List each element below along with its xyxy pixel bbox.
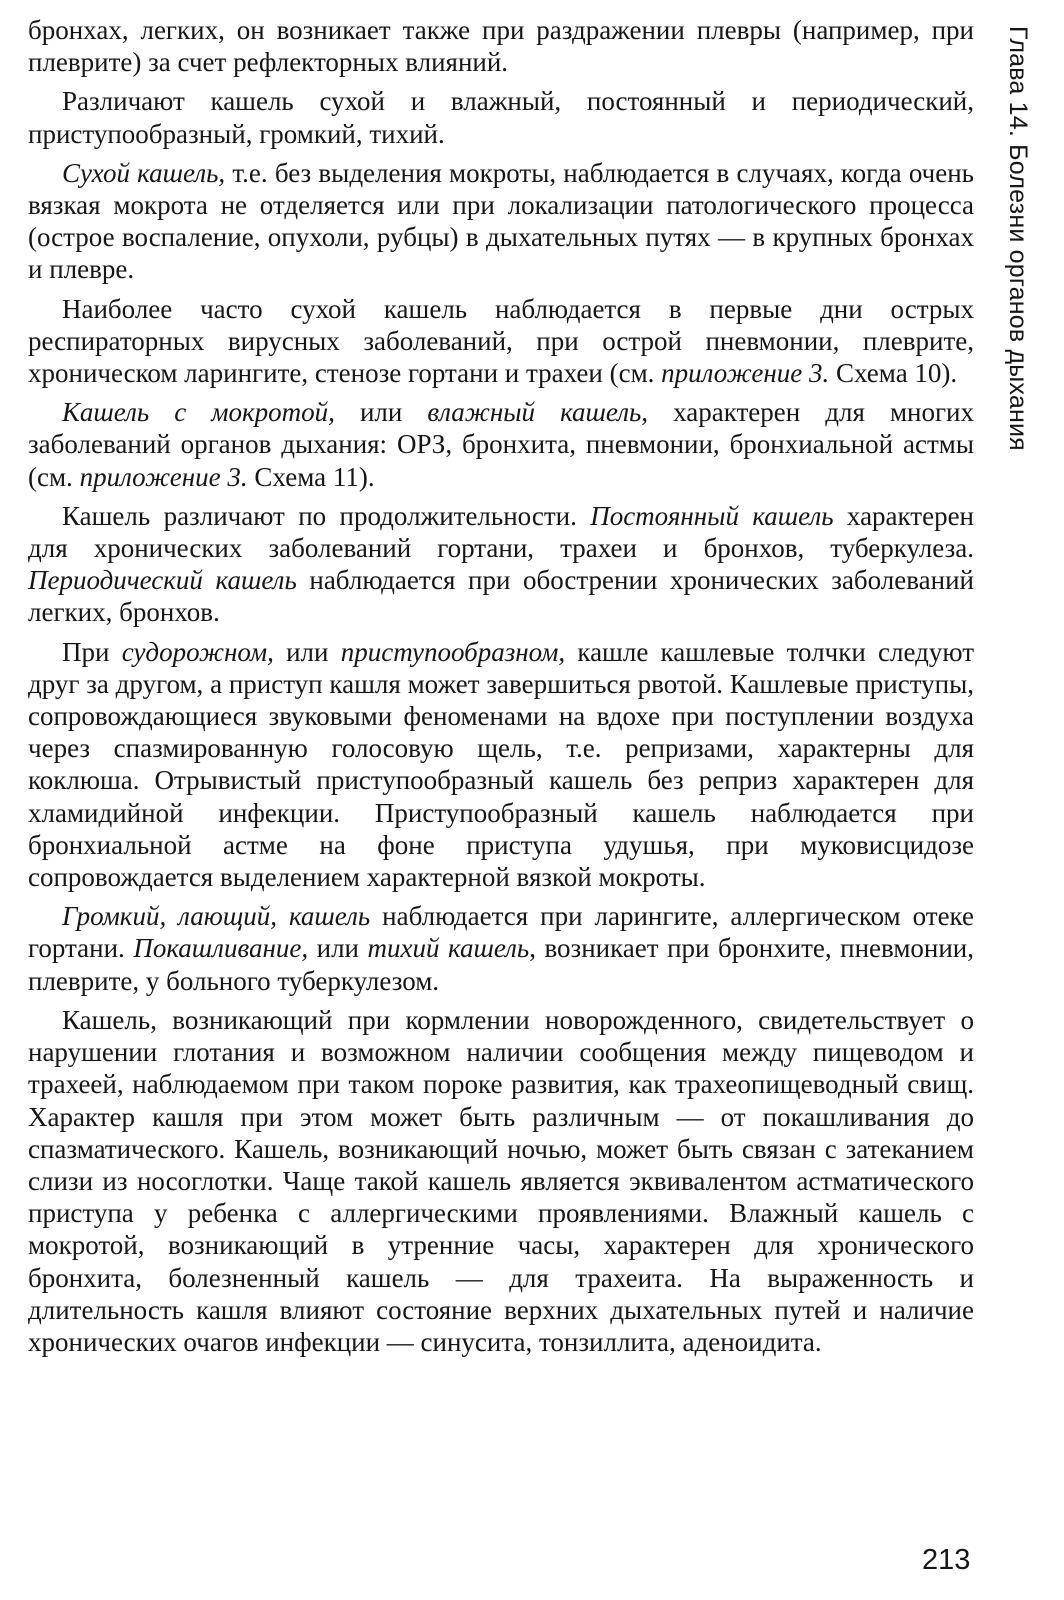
text-run: или (308, 933, 368, 964)
text-run: возникает при бронхите, пневмонии, плеврите, у больного туберкулезом. (28, 933, 975, 996)
italic-term: судорожном, (121, 636, 274, 667)
italic-term: приложение 3. (79, 461, 248, 492)
italic-term: Постоянный кашель (590, 500, 834, 531)
italic-term: влажный кашель, (427, 397, 649, 428)
text-run: или (273, 636, 341, 667)
italic-term: Кашель с мокротой, (62, 397, 335, 428)
paragraph (28, 636, 974, 894)
text-run: или (334, 397, 428, 428)
italic-term: приложение 3. (661, 358, 830, 389)
italic-term: приступообразном, (340, 636, 566, 667)
text-run: Различают кашель сухой и влажный, постоянный и периодический, приступообразный, громкий, тихий. (28, 86, 974, 149)
text-run: кашле кашлевые толчки следуют друг за другом, а приступ кашля может завершиться рвотой. Кашлевые приступы, сопровождающиеся звуковыми феноменами на вдохе при поступлении воздуха через спазмированную голосовую щель, т.е. репризами, характерны для коклюша. Отрывистый приступообразный кашель без реприз характерен для хламидийной инфекции. Приступообразный кашель наблюдается при бронхиальной астме на фоне приступа удушья, при муковисцидозе сопровождается выделением характерной вязкой мокроты. (28, 636, 974, 893)
paragraph (28, 396, 974, 493)
page-body-text (28, 14, 974, 1365)
text-run: наблюдается при ларингите, аллергическом отеке гортани. (28, 901, 974, 964)
text-run: Схема 11). (247, 461, 375, 492)
paragraph (28, 14, 974, 78)
paragraph (28, 900, 974, 997)
paragraph (28, 1004, 974, 1358)
italic-term: Периодический кашель (28, 565, 297, 596)
page-number: 213 (922, 1544, 971, 1576)
text-run: Наиболее часто сухой кашель наблюдается в первые дни острых респираторных вирусных заболеваний, при острой пневмонии, плеврите, хроническом ларингите, стенозе гортани и трахеи (см. (28, 293, 974, 389)
paragraph (28, 500, 974, 629)
text-run: т.е. без выделения мокроты, наблюдается в случаях, когда очень вязкая мокрота не отделяется или при локализации патологического процесса (острое воспаление, опухоли, рубцы) в дыхательных путях — в крупных бронхах и плевре. (28, 157, 974, 285)
text-run: характерен для многих заболеваний органов дыхания: ОРЗ, бронхита, пневмонии, бронхиальной астмы (см. (28, 397, 975, 492)
text-run: При (62, 636, 122, 667)
text-run: бронхах, легких, он возникает также при раздражении плевры (например, при плеврите) за счет рефлекторных влияний. (28, 15, 974, 78)
paragraph (28, 85, 974, 149)
text-run: Кашель различают по продолжительности. (62, 500, 591, 531)
text-run: характерен для хронических заболеваний гортани, трахеи и бронхов, туберкулеза. (28, 500, 975, 564)
italic-term: Покашливание, (133, 933, 309, 964)
italic-term: Громкий, лающий, кашель (62, 901, 371, 932)
text-run: Кашель, возникающий при кормлении новорожденного, свидетельствует о нарушении глотания и возможном наличии сообщения между пищеводом и трахеей, наблюдаемом при таком пороке развития, как трахеопищеводный свищ. Характер кашля при этом может быть различным — от покашливания до спазматического. Кашель, возникающий ночью, может быть связан с затеканием слизи из носоглотки. Чаще такой кашель является эквивалентом астматического приступа у ребенка с аллергическими проявлениями. Влажный кашель с мокротой, возникающий в утренние часы, характерен для хронического бронхита, болезненный кашель — для трахеита. На выраженность и длительность кашля влияют состояние верхних дыхательных путей и наличие хронических очагов инфекции — синусита, тонзиллита, аденоидита. (28, 1004, 974, 1357)
italic-term: Сухой кашель, (62, 157, 226, 188)
text-run: наблюдается при обострении хронических заболеваний легких, бронхов. (28, 565, 974, 628)
chapter-header: Глава 14. Болезни органов дыхания (1004, 26, 1032, 451)
paragraph (28, 157, 974, 286)
text-run: Схема 10). (829, 358, 958, 389)
paragraph (28, 293, 974, 390)
italic-term: тихий кашель, (367, 933, 536, 964)
